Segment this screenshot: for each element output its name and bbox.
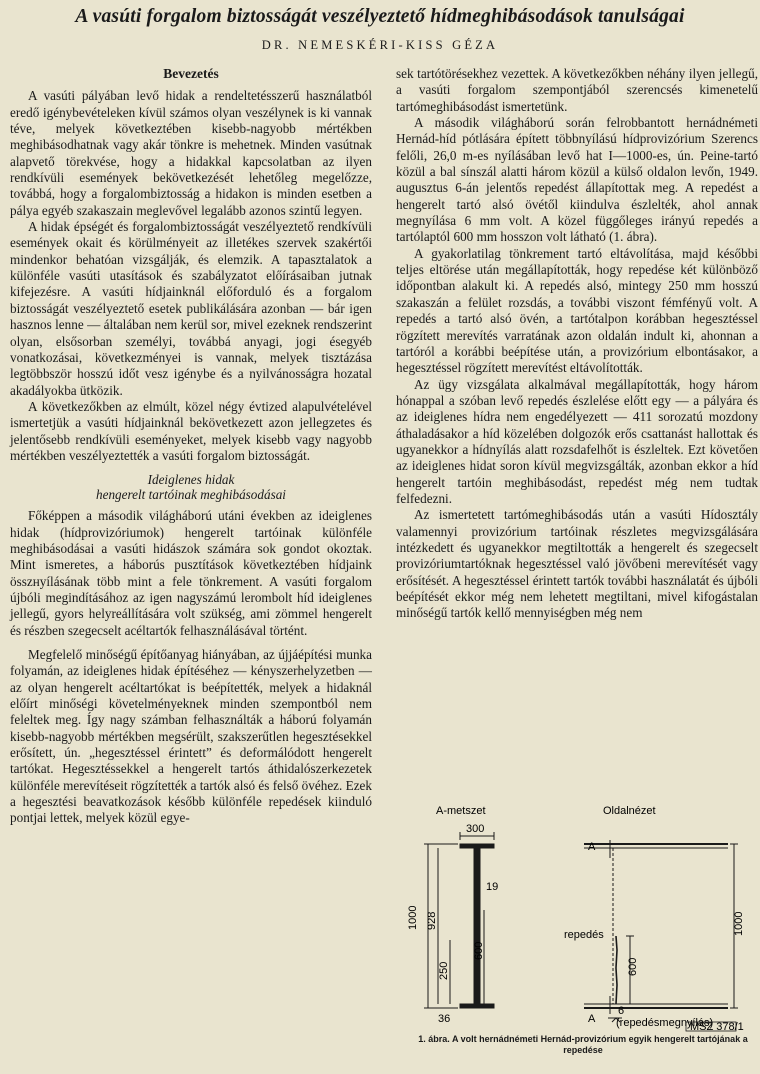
- figure-caption: 1. ábra. A volt hernádnémeti Hernád-provizórium egyik hengerelt tartójának a repedése: [418, 1034, 748, 1055]
- paragraph: A hidak épségét és forgalombiztosságát veszélyeztető rendkívüli események okait és körülményeit az illetékes szervek szakértői mindenkor behatóan vizsgálják, és elemzik. A tapasztalatok a különféle vasúti utasítások és szabályzatot előírásaiban jutnak kifejezésre. A vasúti hídjainknál előforduló és a forgalom biztosságát veszélyeztető esetek publikálására azonban — bár igen hasznos lenne — általában nem kerül sor, mivel ezeknek rendszerint olyan, elsősorban személyi, továbbá anyagi, jogi ésegyéb vonatkozásai, következményei is vannak, melyek tisztázása legtöbbször hosszú időt vesz igénybe és a nyilvánosságra hozatal akadályokba ütközik.: [10, 219, 372, 398]
- figure-1: [398, 800, 758, 1060]
- section-label: A-metszet: [436, 805, 486, 817]
- paragraph: Az ismertetett tartómeghibásodás után a vasúti Hídosztály valamennyi provizórium tartóinak részletes megvizsgálására intézkedett és ugyanekkor megtiltották a hengerelt és szegecselt provizóriumtartóknak hegesztéssel való jövőbeni merevítését vagy erősítését. A hegesztéssel érintett tartók további használatát és újbóli beépítését ekkor még nem lehetett megtiltani, mivel kifogástalan minőségű tartók kellő mennyiségben még nem: [396, 507, 758, 621]
- paragraph: Megfelelő minőségű építőanyag hiányában, az újjáépítési munka folyamán, az ideiglenes hidak építéséhez — kényszerhelyzetben — az olyan hengerelt acéltartókat is beépítették, melyek a hidaknál előírt minőségi követelményeknek minden szempontból nem feleltek meg. Így nagy számban felhasználták a háború folyamán kisebb-nagyobb mértékben megsérült, szakszerűtlen hegesztésekkel erősített, ún. „hegesztéssel érintett” és deformálódott hengerelt tartókat. Hegesztéssekkel a hengerelt tartós áthidalószerkezetek különféle merevítéseit rögzítették a tartók alsó és felső övéhez. Ezek a hegesztési beavatkozások később különféle repedések kiinduló pontjai lettek, melyek közül egye-: [10, 647, 372, 826]
- paragraph: A gyakorlatilag tönkrement tartó eltávolítása, majd későbbi teljes eltörése után megállapították, hogy repedése két különböző időpontban alakult ki. A repedés alsó, mintegy 250 mm hosszú szakaszán a felület rozsdás, a további viszont fémfényű volt. A repedés a tartó alsó övén, a tartótalpon korábban hegesztéssel rögzített merevítés varratának azon oldalán indult ki, ahonnan a tartóról a korábbi beépítése után, a provizórium elbontásakor, a hegesztéssel rögzített merevítést eltávolították.: [396, 245, 758, 376]
- page-title: A vasúti forgalom biztosságát veszélyeztető hídmeghibásodások tanulságai: [75, 6, 685, 27]
- paragraph: sek tartótörésekhez vezettek. A következőkben néhány ilyen jellegű, a vasúti forgalom szempontjából szerencsés kimenetelű tartómeghibásodást ismertetünk.: [396, 66, 758, 114]
- dim-label: 6: [618, 1005, 625, 1017]
- dim-label: 250: [438, 961, 450, 980]
- beam-crack-drawing: [398, 800, 758, 1032]
- dim-label: 600: [473, 941, 485, 960]
- paragraph: A vasúti pályában levő hidak a rendeltetésszerű használatból eredő igénybevételeken kívül számos olyan veszélynek is ki vannak téve, melyek következtében kisebb-nagyobb mértékben meghibásodhatnak vagy akár tönkre is mehetnek. Minden vasútnak alapvető törekvése, hogy a hidakkal kapcsolatban az ilyen rendkívüli események bekövetkezését lehetőleg megelőzze, továbbá, hogy a forgalombiztosság a hidakon is minden esetben a pálya egyéb szakaszain meglevővel legalább azonos szintű legyen.: [10, 88, 372, 218]
- section-mark-label: A: [588, 1013, 596, 1025]
- right-column: [396, 66, 758, 622]
- dim-label: 600: [627, 957, 639, 976]
- paragraph: A következőkben az elmúlt, közel négy évtized alapulvételével ismertetjük a vasúti hídjainknál bekövetkezett azon jellegzetes és jelentősebb rendkívüli eseményeket, melyek kisebb vagy nagyobb mértékben veszélyeztették a vasúti forgalom biztosságát.: [10, 398, 372, 463]
- section-heading-temporary-bridges: [10, 472, 372, 502]
- paragraph: A második világháború során felrobbantott hernádnémeti Hernád-híd pótlására épített többnyílású hídprovizórium Szerencs felőli, 26,0 m-es nyílásában levő hat I—1000-es, ún. Peine-tartó közül a bal sínszál alatti három közül a külső oldalon levőn, 1949. augusztus 6-án jelentős repedést állapítottak meg. A repedést a hengerelt tartó alsó övétől kiindulva észlelték, ahol annak megnyílása 6 mm volt. A közel függőleges irányú repedés a tartólaptól 600 mm hosszon volt látható (1. ábra).: [396, 115, 758, 245]
- paragraph: Az ügy vizsgálata alkalmával megállapították, hogy három hónappal a szóban levő repedés észlelése előtt egy — a pályára és az ideiglenes hídra nem engedélyezett — 411 sorozatú mozdony áthaladásakor a híd közelében dolgozók erős csattanást hallottak és ugyanekkor a hídnyílás alatt rozsdafelhőt is észleltek. Ezt követően az ideiglenes hidat soron kívül megvizsgálták, azonban ekkor a híd hengerelt tartóin meghibásodást, repedést még nem tudtak felfedezni.: [396, 376, 758, 506]
- dim-label: 1000: [407, 905, 419, 930]
- dim-label: 19: [486, 881, 499, 893]
- side-view-label: Oldalnézet: [603, 805, 656, 817]
- dim-label: 928: [426, 911, 438, 930]
- crack-opening-label: (repedésmegnyílás): [616, 1017, 714, 1029]
- dim-label: 1000: [733, 911, 745, 936]
- section-mark-label: A: [588, 841, 596, 853]
- paragraph: Főképpen a második világháború utáni években az ideiglenes hidak (hídprovizóriumok) hengerelt tartóinak különféle meghibásodásai a vasúti hidászok számára sok gondot okoztak. Mint ismeretes, a háborús pusztítások következtében hídjaink összнyílásának több mint a fele tönkrement. A vasúti forgalom újbóli megindításához az igen nagyszámú lerombolt híd ideiglenes jellegű, gyors helyreállítására volt szükség, ami zömmel hengerelt és részben szegecselt acéltartók felhasználásával történt.: [10, 508, 372, 638]
- crack-label: repedés: [564, 929, 604, 941]
- left-column: [10, 66, 372, 827]
- dim-label: 36: [438, 1013, 451, 1025]
- author: DR. NEMESKÉRI-KISS GÉZA: [261, 38, 499, 52]
- dim-label: 300: [466, 823, 485, 835]
- section-heading-intro: Bevezetés: [163, 66, 219, 81]
- standard-stamp: MSZ 378/1: [690, 1021, 744, 1032]
- section-heading-line: hengerelt tartóinak meghibásodásai: [96, 487, 286, 503]
- section-heading-line: Ideiglenes hidak: [147, 472, 235, 488]
